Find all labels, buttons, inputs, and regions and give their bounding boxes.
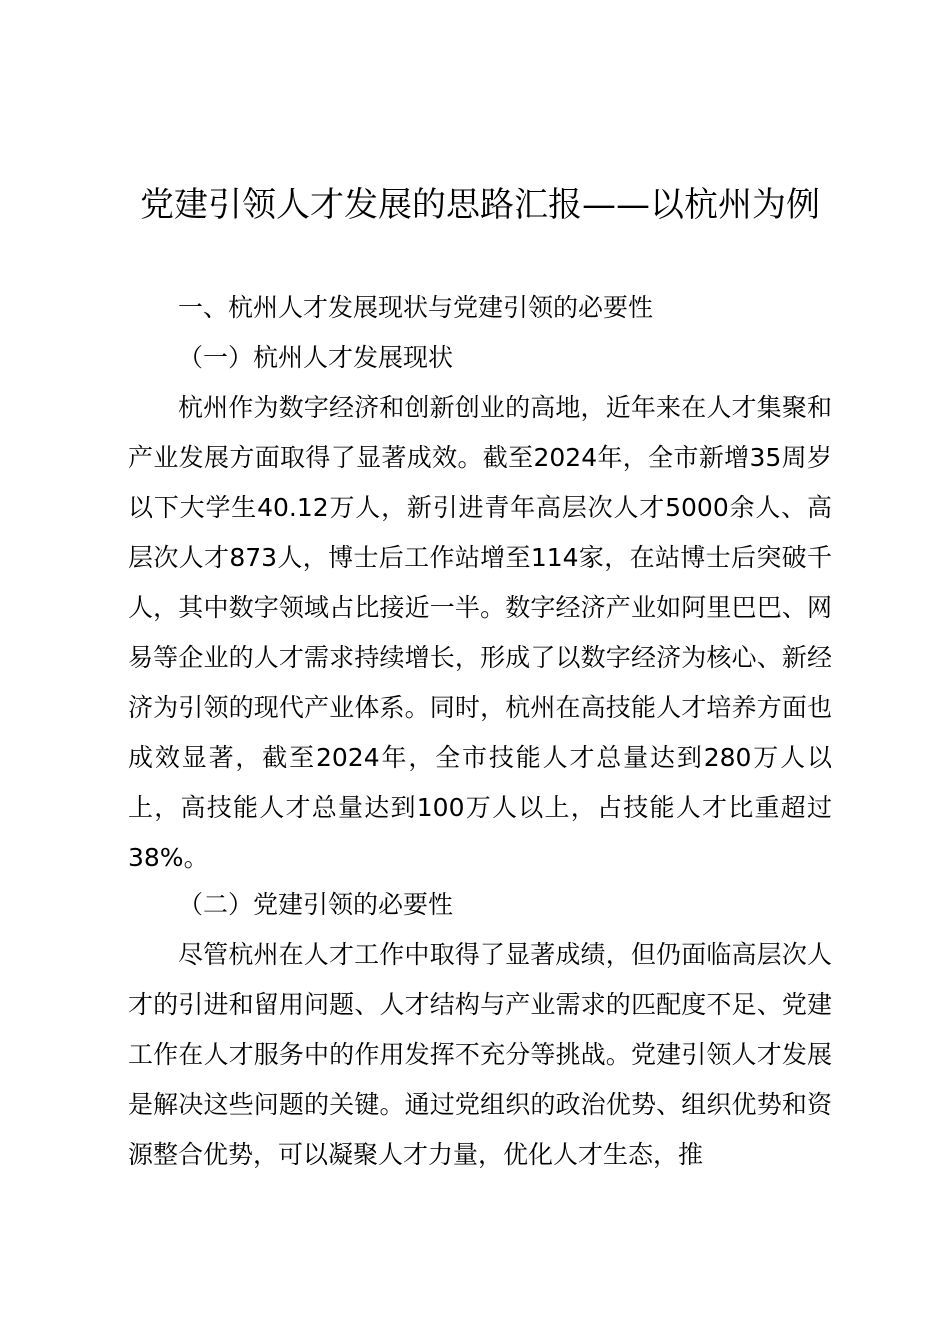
paragraph-2: 尽管杭州在人才工作中取得了显著成绩，但仍面临高层次人才的引进和留用问题、人才结构与产业需求的匹配度不足、党建工作在人才服务中的作用发挥不充分等挑战。党建引领人才发展是解决这些问题的关键。通过党组织的政治优势、组织优势和资源整合优势，可以凝聚人才力量，优化人才生态，推 — [128, 940, 832, 1169]
section-heading-1: 一、杭州人才发展现状与党建引领的必要性 — [178, 293, 654, 322]
paragraph-1: 杭州作为数字经济和创新创业的高地，近年来在人才集聚和产业发展方面取得了显著成效。截至2024年，全市新增35周岁以下大学生40.12万人，新引进青年高层次人才5000余人、高层次人才873人，博士后工作站增至114家，在站博士后突破千人，其中数字领域占比接近一半。数字经济产业如阿里巴巴、网易等企业的人才需求持续增长，形成了以数字经济为核心、新经济为引领的现代产业体系。同时，杭州在高技能人才培养方面也成效显著，截至2024年，全市技能人才总量达到280万人以上，高技能人才总量达到100万人以上，占技能人才比重超过38%。 — [128, 393, 832, 872]
document-title: 党建引领人才发展的思路汇报——以杭州为例 — [140, 185, 820, 225]
subsection-heading-2: （二）党建引领的必要性 — [178, 890, 454, 919]
subsection-heading-1: （一）杭州人才发展现状 — [178, 343, 454, 372]
